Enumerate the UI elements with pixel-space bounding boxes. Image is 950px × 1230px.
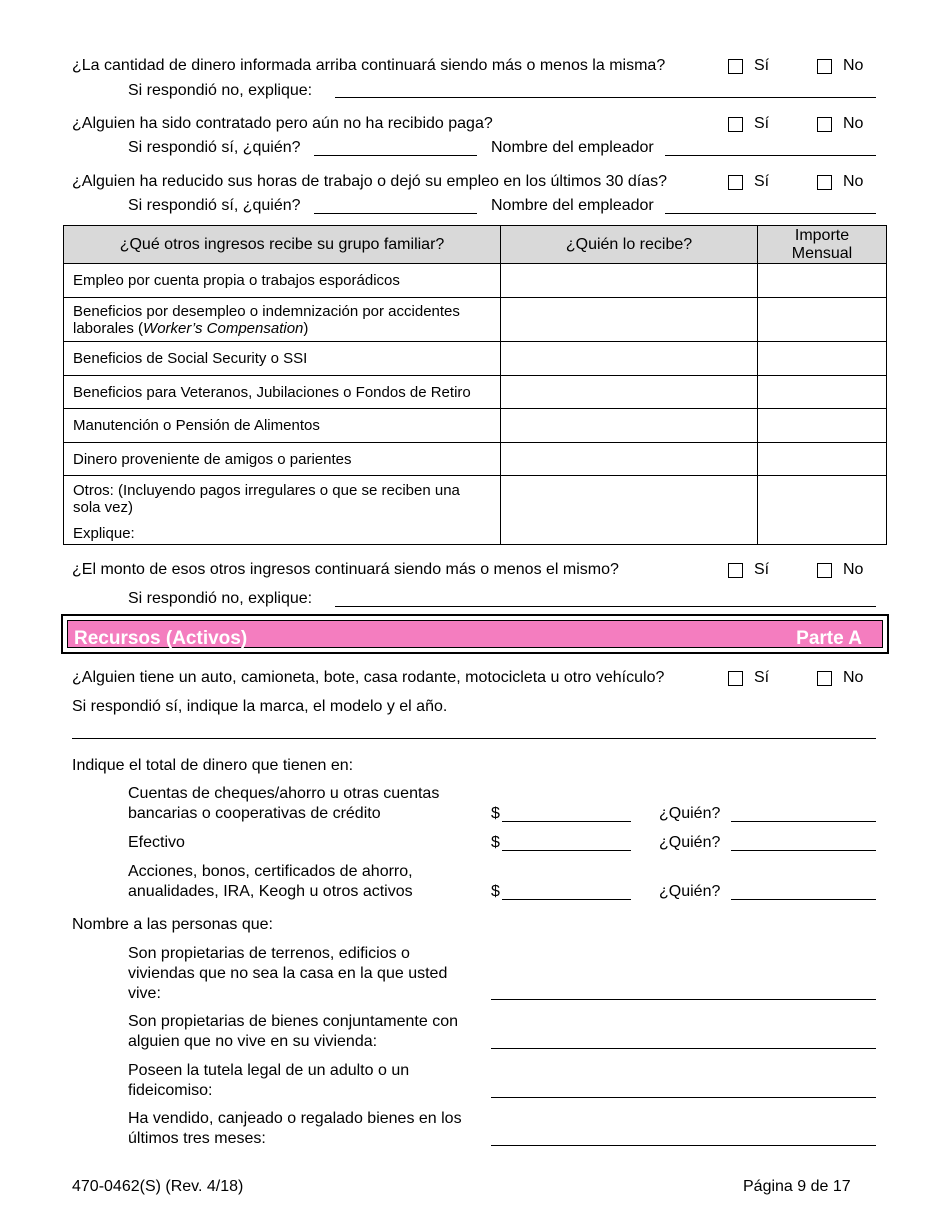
bank-amount-field[interactable] (502, 821, 631, 822)
recipient-header: ¿Quién lo recibe? (501, 226, 758, 264)
property-owners-field[interactable] (491, 999, 876, 1000)
amount-cell[interactable] (758, 409, 887, 443)
q4-explain-label: Si respondió no, explique: (128, 590, 313, 607)
q4-no-checkbox[interactable] (817, 563, 832, 578)
money-intro: Indique el total de dinero que tienen en: (72, 757, 354, 774)
cash-label: Efectivo (128, 834, 185, 851)
q1-explain-field[interactable] (335, 97, 876, 98)
amount-cell[interactable] (758, 342, 887, 376)
cash-amount-field[interactable] (502, 850, 631, 851)
joint-owners-field[interactable] (491, 1048, 876, 1049)
q2-who-label: Si respondió sí, ¿quién? (128, 139, 301, 156)
q4-yes-label: Sí (754, 561, 770, 578)
stocks-who-label: ¿Quién? (659, 883, 721, 900)
income-type-cell: Beneficios de Social Security o SSI (64, 342, 501, 376)
q3-who-field[interactable] (314, 213, 477, 214)
cash-dollar-sign: $ (491, 834, 500, 851)
q3-no-checkbox[interactable] (817, 175, 832, 190)
q2-employer-label: Nombre del empleador (491, 139, 654, 156)
income-type-cell: Beneficios para Veteranos, Jubilaciones o Fondos de Retiro (64, 376, 501, 409)
q3-yes-label: Sí (754, 173, 770, 190)
other-income-label: Otros: (Incluyendo pagos irregulares o que se reciben una sola vez) (73, 482, 460, 516)
table-row (64, 443, 887, 476)
recipient-cell[interactable] (501, 264, 758, 298)
q2-yes-label: Sí (754, 115, 770, 132)
sold-property-label: Ha vendido, canjeado o regalado bienes en los últimos tres meses: (128, 1110, 462, 1147)
table-row (64, 409, 887, 443)
cash-who-label: ¿Quién? (659, 834, 721, 851)
amount-cell[interactable] (758, 443, 887, 476)
q1-explain-label: Si respondió no, explique: (128, 82, 313, 99)
q1-yes-label: Sí (754, 57, 770, 74)
stocks-who-field[interactable] (731, 899, 876, 900)
section-header-fill (67, 620, 883, 648)
bank-who-label: ¿Quién? (659, 805, 721, 822)
other-explain-label: Explique: (73, 525, 135, 542)
income-type-close: ) (303, 319, 309, 337)
income-type-cell: Dinero proveniente de amigos o parientes (64, 443, 501, 476)
recipient-cell[interactable] (501, 342, 758, 376)
question-vehicle: ¿Alguien tiene un auto, camioneta, bote, casa rodante, motocicleta u otro vehículo? (72, 669, 665, 686)
q3-employer-field[interactable] (665, 213, 876, 214)
page-number: Página 9 de 17 (743, 1178, 851, 1195)
section-title: Recursos (Activos) (74, 628, 248, 649)
amount-cell[interactable] (758, 264, 887, 298)
q3-yes-checkbox[interactable] (728, 175, 743, 190)
section-part-label: Parte A (796, 628, 862, 649)
recipient-cell[interactable] (501, 409, 758, 443)
stocks-dollar-sign: $ (491, 883, 500, 900)
stocks-label: Acciones, bonos, certificados de ahorro, anualidades, IRA, Keogh u otros activos (128, 863, 413, 900)
income-type-header: ¿Qué otros ingresos recibe su grupo familiar? (64, 226, 501, 264)
table-row (64, 298, 887, 342)
amount-cell[interactable] (758, 476, 887, 545)
amount-cell[interactable] (758, 376, 887, 409)
question-reduced-hours: ¿Alguien ha reducido sus horas de trabajo o dejó su empleo en los últimos 30 días? (72, 173, 668, 190)
table-row (64, 376, 887, 409)
cash-who-field[interactable] (731, 850, 876, 851)
sold-property-field[interactable] (491, 1145, 876, 1146)
guardianship-field[interactable] (491, 1097, 876, 1098)
section-header-resources (61, 614, 889, 654)
income-type-cell: Empleo por cuenta propia o trabajos esporádicos (64, 264, 501, 298)
q4-no-label: No (843, 561, 864, 578)
question-other-income-same: ¿El monto de esos otros ingresos continuará siendo más o menos el mismo? (72, 561, 619, 578)
other-income-table (63, 225, 887, 545)
q4-explain-field[interactable] (335, 606, 876, 607)
income-type-cell (64, 298, 501, 342)
property-owners-label: Son propietarias de terrenos, edificios o viviendas que no sea la casa en la que usted vive: (128, 945, 448, 1002)
q2-yes-checkbox[interactable] (728, 117, 743, 132)
income-type-text: Beneficios por desempleo o indemnización por accidentes laborales ( (73, 302, 460, 337)
form-number: 470-0462(S) (Rev. 4/18) (72, 1178, 244, 1195)
q3-employer-label: Nombre del empleador (491, 197, 654, 214)
recipient-cell[interactable] (501, 443, 758, 476)
q3-who-label: Si respondió sí, ¿quién? (128, 197, 301, 214)
q1-no-checkbox[interactable] (817, 59, 832, 74)
q2-no-checkbox[interactable] (817, 117, 832, 132)
persons-intro: Nombre a las personas que: (72, 916, 273, 933)
q5-yes-checkbox[interactable] (728, 671, 743, 686)
bank-accounts-label: Cuentas de cheques/ahorro u otras cuentas bancarias o cooperativas de crédito (128, 785, 440, 822)
q2-no-label: No (843, 115, 864, 132)
question-amount-same: ¿La cantidad de dinero informada arriba continuará siendo más o menos la misma? (72, 57, 666, 74)
vehicle-details-label: Si respondió sí, indique la marca, el modelo y el año. (72, 698, 448, 715)
income-type-cell (64, 476, 501, 545)
question-hired-not-paid: ¿Alguien ha sido contratado pero aún no ha recibido paga? (72, 115, 493, 132)
q3-no-label: No (843, 173, 864, 190)
q4-yes-checkbox[interactable] (728, 563, 743, 578)
bank-dollar-sign: $ (491, 805, 500, 822)
vehicle-details-field[interactable] (72, 738, 876, 739)
joint-owners-label: Son propietarias de bienes conjuntamente con alguien que no vive en su vivienda: (128, 1013, 458, 1050)
recipient-cell[interactable] (501, 298, 758, 342)
q5-no-checkbox[interactable] (817, 671, 832, 686)
recipient-cell[interactable] (501, 376, 758, 409)
q5-no-label: No (843, 669, 864, 686)
monthly-amount-header: Importe Mensual (758, 226, 887, 264)
table-row (64, 342, 887, 376)
bank-who-field[interactable] (731, 821, 876, 822)
income-type-italic: Worker’s Compensation (143, 319, 304, 337)
income-type-cell: Manutención o Pensión de Alimentos (64, 409, 501, 443)
table-row (64, 476, 887, 545)
amount-cell[interactable] (758, 298, 887, 342)
guardianship-label: Poseen la tutela legal de un adulto o un fideicomiso: (128, 1062, 410, 1099)
q2-who-field[interactable] (314, 155, 477, 156)
q5-yes-label: Sí (754, 669, 770, 686)
q1-no-label: No (843, 57, 864, 74)
table-row (64, 264, 887, 298)
stocks-amount-field[interactable] (502, 899, 631, 900)
q2-employer-field[interactable] (665, 155, 876, 156)
recipient-cell[interactable] (501, 476, 758, 545)
q1-yes-checkbox[interactable] (728, 59, 743, 74)
